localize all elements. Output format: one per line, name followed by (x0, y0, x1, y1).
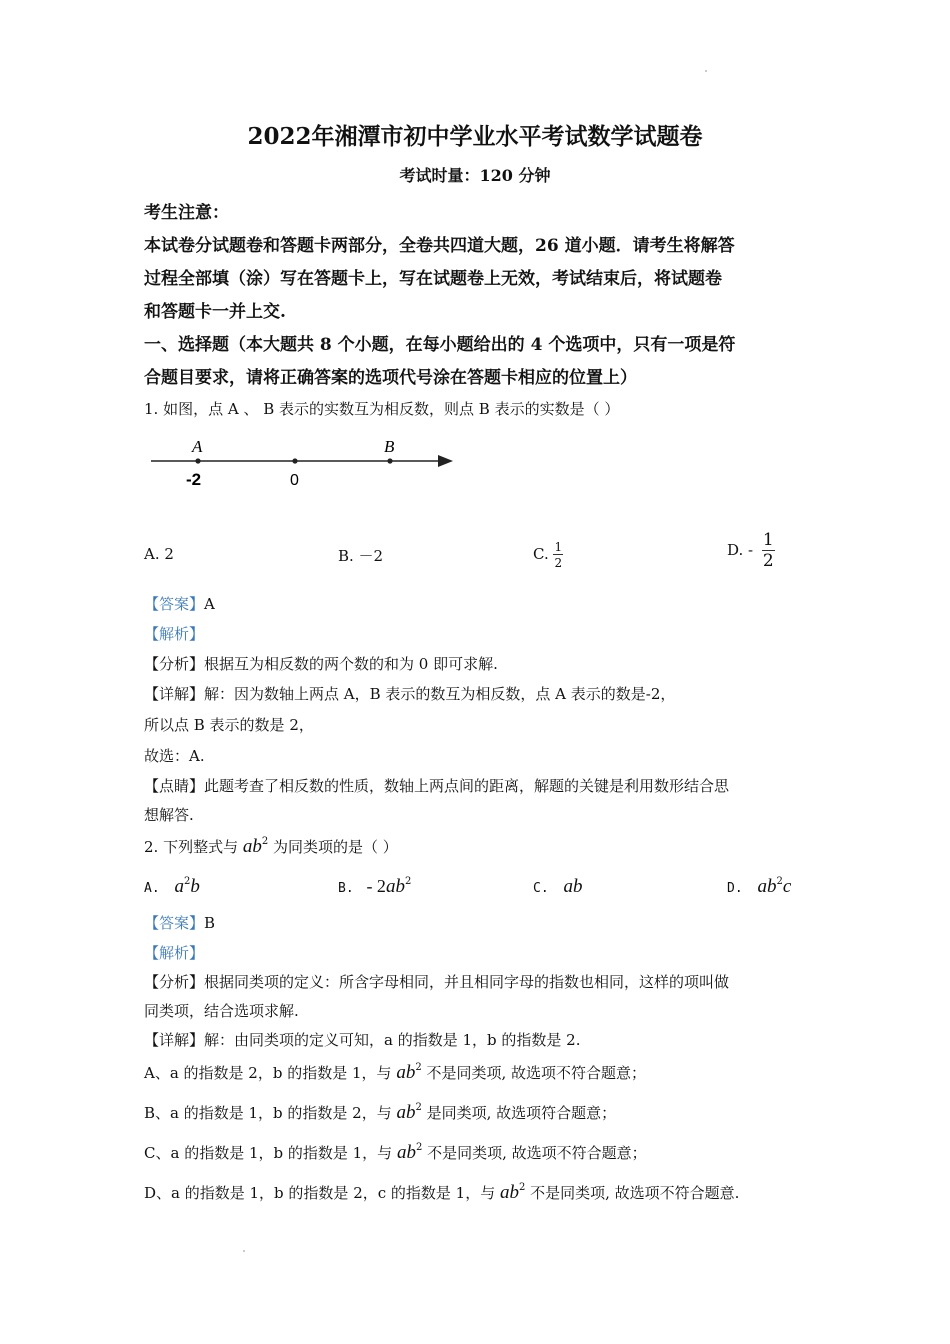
q1-stem: 1. 如图，点 A 、 B 表示的实数互为相反数，则点 B 表示的实数是（ ） (144, 400, 620, 418)
q1-xiangjie: 【详解】解：因为数轴上两点 A，B 表示的数互为相反数，点 A 表示的数是-2， (144, 685, 676, 703)
point-b (387, 458, 392, 463)
answer-value: B (204, 914, 216, 932)
exponent: 2 (261, 836, 269, 847)
point-zero (292, 458, 297, 463)
q2-option-analysis (144, 1102, 616, 1124)
notice-line: 本试卷分试题卷和答题卡两部分，全卷共四道大题，26 道小题．请考生将解答 (144, 236, 735, 256)
q2-option-analysis (144, 1142, 647, 1164)
exponent: 2 (404, 876, 412, 887)
math-term: c (782, 876, 792, 897)
q2-option-analysis (144, 1182, 739, 1204)
label-b: B (384, 437, 395, 456)
q2-stem (144, 836, 398, 858)
q1-analysis-tag: 【解析】 (144, 625, 205, 643)
option-label: D. (727, 881, 743, 896)
option-label: C. (533, 545, 554, 563)
option-label: D. - (727, 541, 754, 559)
math-term: ab (396, 1062, 416, 1083)
q1-option-d (727, 532, 775, 570)
notice-heading: 考生注意： (144, 203, 229, 223)
stem-text: 2. 下列整式与 (144, 838, 243, 856)
point-a (195, 458, 200, 463)
q1-solution-line: 所以点 B 表示的数是 2， (144, 716, 314, 734)
fraction (762, 532, 775, 570)
exponent: 2 (415, 1102, 422, 1113)
arrow-head-icon (438, 455, 453, 467)
coefficient: - 2 (366, 876, 386, 896)
answer-tag: 【答案】 (144, 595, 205, 613)
q2-xiangjie: 【详解】解：由同类项的定义可知，a 的指数是 1，b 的指数是 2. (144, 1031, 581, 1049)
q2-option-d (727, 876, 791, 898)
option-label: B. (338, 881, 354, 896)
q1-option-a: A. 2 (144, 545, 174, 563)
option-label: A. (144, 881, 160, 896)
analysis-text: 不是同类项, 故选项不符合题意； (421, 1064, 646, 1082)
q2-option-a (144, 876, 200, 898)
answer-tag: 【答案】 (144, 914, 205, 932)
exponent: 2 (415, 1062, 422, 1073)
fraction-denominator: 2 (762, 551, 774, 571)
notice-line: 过程全部填（涂）写在答题卡上，写在试题卷上无效，考试结束后，将试题卷 (144, 269, 722, 289)
analysis-text: D、a 的指数是 1，b 的指数是 2，c 的指数是 1，与 (144, 1184, 500, 1202)
fraction-numerator: 1 (554, 540, 563, 554)
answer-value: A (204, 595, 215, 613)
q2-fenxi: 【分析】根据同类项的定义：所含字母相同，并且相同字母的指数也相同，这样的项叫做 (144, 973, 730, 991)
exponent: 2 (183, 876, 191, 887)
analysis-text: 不是同类项, 故选项不符合题意. (525, 1184, 740, 1202)
analysis-text: C、a 的指数是 1，b 的指数是 1，与 (144, 1144, 397, 1162)
math-term: ab (499, 1182, 519, 1203)
math-term: ab (242, 836, 262, 857)
fraction-numerator: 1 (762, 530, 774, 550)
analysis-text: 不是同类项, 故选项不符合题意； (422, 1144, 647, 1162)
option-label: C. (533, 881, 549, 896)
notice-line: 和答题卡一并上交. (144, 302, 286, 322)
exponent: 2 (518, 1182, 526, 1193)
q2-analysis-tag: 【解析】 (144, 944, 205, 962)
tick-label-a: -2 (186, 470, 202, 489)
q2-answer (144, 912, 215, 933)
section-heading: 一、选择题（本大题共 8 个小题，在每小题给出的 4 个选项中，只有一项是符 (144, 335, 736, 355)
scan-dot (243, 1250, 245, 1252)
q1-answer (144, 593, 215, 614)
q1-option-c (533, 541, 563, 569)
label-a: A (192, 437, 203, 456)
section-heading: 合题目要求，请将正确答案的选项代号涂在答题卡相应的位置上） (144, 368, 637, 388)
q2-option-b (338, 876, 411, 898)
exponent: 2 (776, 876, 783, 887)
analysis-text: 是同类项, 故选项符合题意； (421, 1104, 617, 1122)
math-term: ab (396, 1102, 416, 1123)
q1-dianjing-cont: 想解答. (144, 806, 194, 824)
q1-choice-line: 故选：A. (144, 747, 205, 765)
q2-option-analysis (144, 1062, 646, 1084)
analysis-text: A、a 的指数是 2，b 的指数是 1，与 (144, 1064, 397, 1082)
q1-dianjing: 【点睛】此题考查了相反数的性质，数轴上两点间的距离，解题的关键是利用数形结合思 (144, 777, 730, 795)
math-term: ab (385, 876, 405, 897)
page-title: 2022年湘潭市初中学业水平考试数学试题卷 (247, 123, 703, 150)
number-line-figure (148, 432, 458, 492)
analysis-text: B、a 的指数是 1，b 的指数是 2，与 (144, 1104, 397, 1122)
math-term: a (174, 876, 184, 897)
math-term: ab (563, 876, 583, 897)
fraction-denominator: 2 (554, 556, 563, 570)
q1-fenxi: 【分析】根据互为相反数的两个数的和为 0 即可求解. (144, 655, 498, 673)
math-term: ab (757, 876, 777, 897)
exponent: 2 (415, 1142, 423, 1153)
scan-dot (705, 70, 707, 72)
q2-fenxi-cont: 同类项，结合选项求解. (144, 1002, 299, 1020)
tick-label-zero: 0 (290, 472, 299, 489)
stem-text: 为同类项的是（ ） (268, 838, 398, 856)
exam-duration: 考试时量：120 分钟 (399, 166, 551, 185)
math-term: ab (396, 1142, 416, 1163)
math-term: b (190, 876, 200, 897)
q2-option-c (533, 876, 582, 898)
fraction (553, 541, 563, 569)
q1-option-b: B. －2 (338, 547, 384, 565)
